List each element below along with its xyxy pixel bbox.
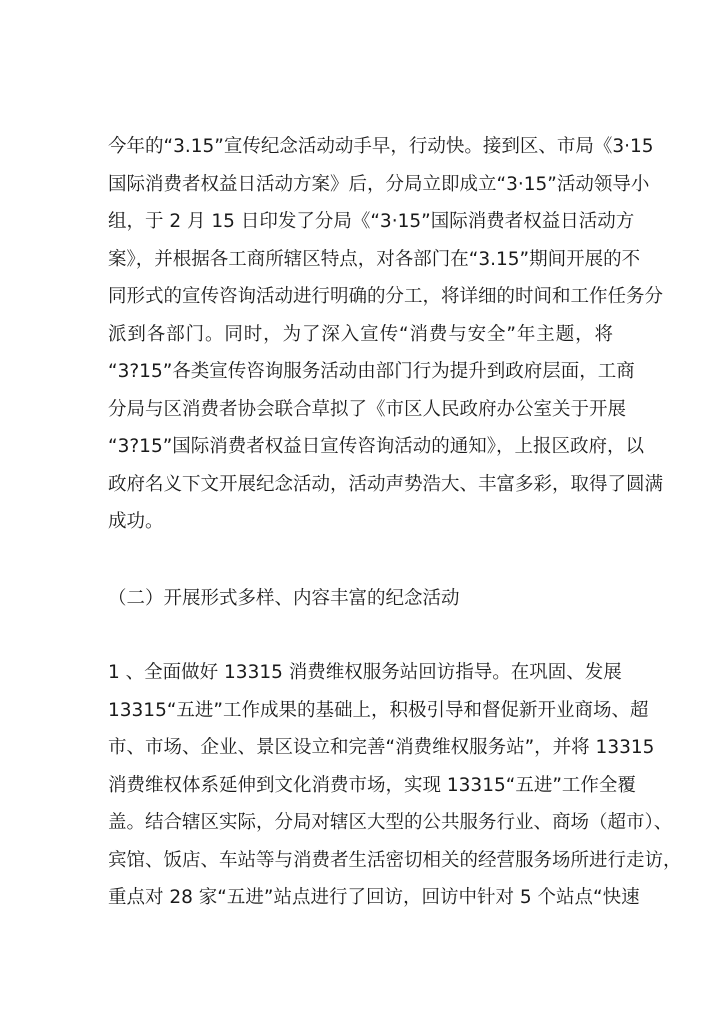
text-line: 重点对 28 家“五进”站点进行了回访，回访中针对 5 个站点“快速: [108, 887, 640, 908]
text-line: 案》，并根据各工商所辖区特点，对各部门在“3.15”期间开展的不: [108, 248, 641, 270]
text-line: 派到各部门。同时，为了深入宣传“消费与安全”年主题，将: [108, 323, 613, 345]
text-line: 政府名义下文开展纪念活动，活动声势浩大、丰富多彩，取得了圆满: [108, 473, 664, 495]
text-line: 盖。结合辖区实际，分局对辖区大型的公共服务行业、商场（超市）、: [108, 812, 673, 833]
text-line: “3?15”国际消费者权益日宣传咨询活动的通知》，上报区政府，以: [108, 436, 645, 457]
text-line: 成功。: [108, 511, 164, 532]
text-line: 国际消费者权益日活动方案》后，分局立即成立“3·15”活动领导小: [108, 173, 650, 195]
paragraph-13315-station-review: [108, 654, 682, 917]
text-line: 消费维权体系延伸到文化消费市场，实现 13315“五进”工作全覆: [108, 774, 636, 796]
text-line: 市、市场、企业、景区设立和完善“消费维权服务站”，并将 13315: [108, 737, 655, 758]
section-heading: [108, 580, 613, 618]
text-line: 宾馆、饭店、车站等与消费者生活密切相关的经营服务场所进行走访，: [108, 849, 682, 871]
text-line: 今年的“3.15”宣传纪念活动动手早，行动快。接到区、市局《3·15: [108, 136, 654, 157]
text-line: 组，于 2 月 15 日印发了分局《“3·15”国际消费者权益日活动方: [108, 211, 635, 232]
section-heading-text: （二）开展形式多样、内容丰富的纪念活动: [108, 588, 460, 609]
text-line: 1 、全面做好 13315 消费维权服务站回访指导。在巩固、发展: [108, 662, 622, 683]
text-line: 13315“五进”工作成果的基础上，积极引导和督促新开业商场、超: [108, 699, 649, 721]
text-line: 同形式的宣传咨询活动进行明确的分工，将详细的时间和工作任务分: [108, 286, 664, 307]
text-line: 分局与区消费者协会联合草拟了《市区人民政府办公室关于开展: [108, 398, 627, 420]
text-line: “3?15”各类宣传咨询服务活动由部门行为提升到政府层面，工商: [108, 361, 635, 382]
paragraph-315-campaign: [108, 128, 664, 541]
